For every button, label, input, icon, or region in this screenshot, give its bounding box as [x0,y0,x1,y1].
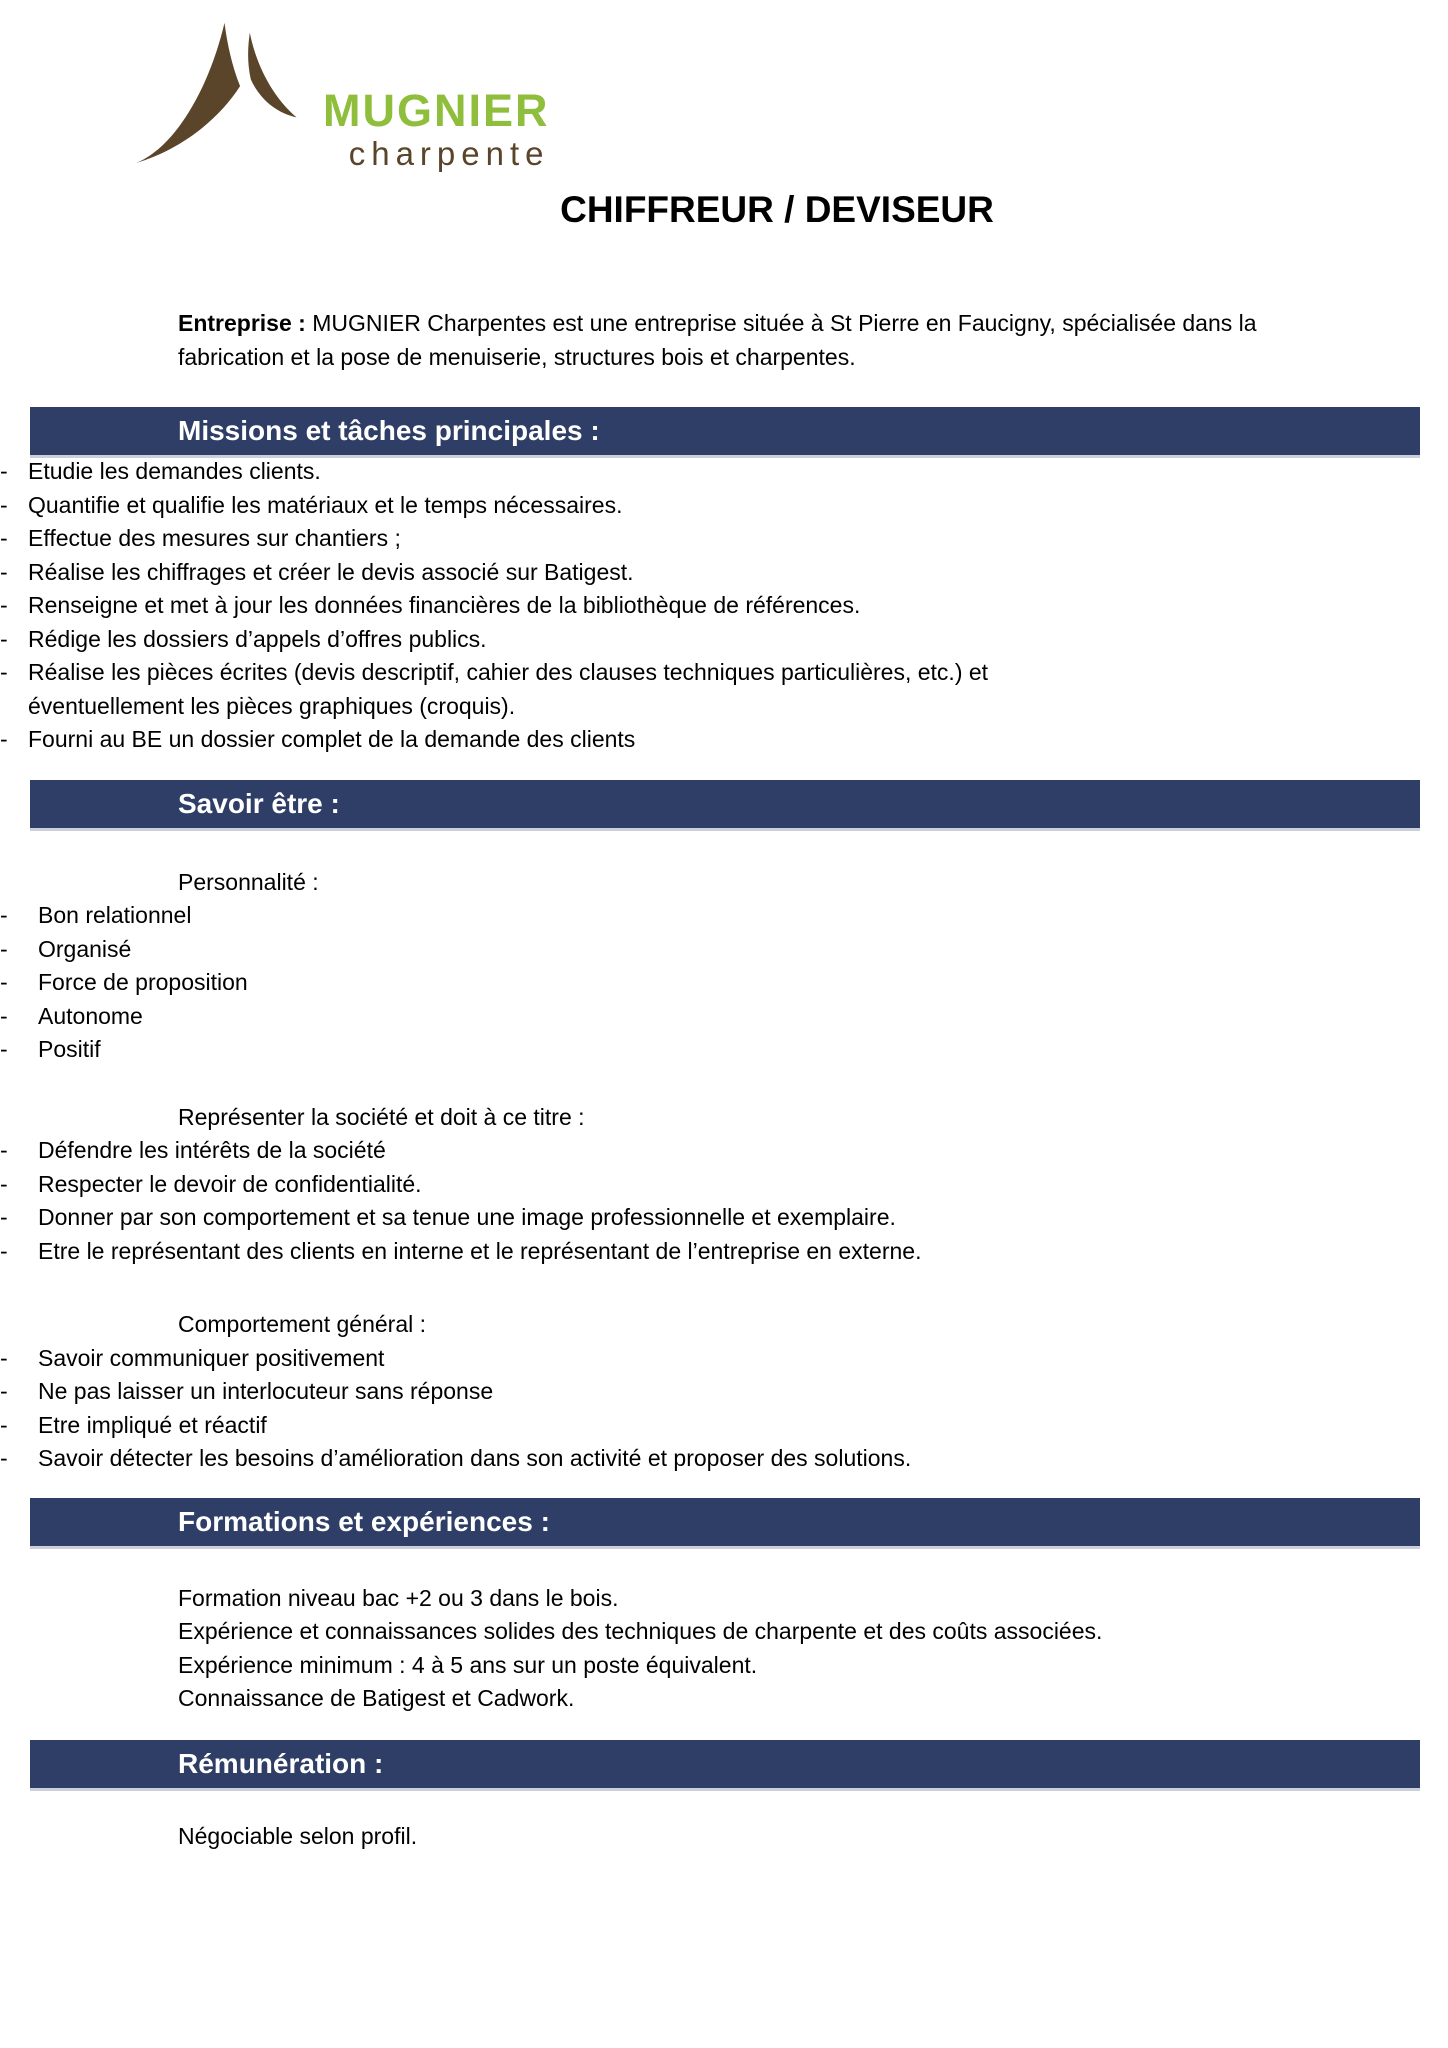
list-item: - Savoir communiquer positivement [0,1342,1085,1376]
list-item: - Réalise les pièces écrites (devis descriptif, cahier des clauses techniques particulières, etc.) et éventuellement les pièces graphiques (croquis). [0,656,1120,723]
dash-bullet: - [0,902,8,928]
list-item: - Effectue des mesures sur chantiers ; [0,522,1120,556]
dash-bullet: - [0,1002,8,1029]
list-item: - Respecter le devoir de confidentialité. [0,1168,1085,1202]
company-logo [132,22,1448,172]
list-item: - Etudie les demandes clients. [0,455,1120,489]
dash-bullet: - [0,458,8,484]
list-item: - Force de proposition [0,966,1085,1000]
list-item: - Quantifie et qualifie les matériaux et le temps nécessaires. [0,489,1120,523]
group-heading-comportement: Comportement général : [178,1311,427,1337]
group-heading-representer: Représenter la société et doit à ce titre : [178,1103,585,1130]
list-item: - Renseigne et met à jour les données financières de la bibliothèque de références. [0,589,1120,623]
remuneration-section-header: Rémunération : [30,1740,1420,1788]
paragraph-line: Connaissance de Batigest et Cadwork. [178,1685,575,1711]
formations-paragraph [178,1582,1358,1716]
list-item: - Fourni au BE un dossier complet de la demande des clients [0,723,1120,757]
dash-bullet: - [0,491,8,518]
list-item: - Savoir détecter les besoins d’amélioration dans son activité et proposer des solutions. [0,1442,1085,1476]
comportement-list [0,1342,1085,1476]
dash-bullet: - [0,558,8,585]
personnalite-list [0,899,1085,1067]
representer-list [0,1134,1085,1268]
dash-bullet: - [0,1411,8,1438]
paragraph-line: Expérience et connaissances solides des techniques de charpente et des coûts associées. [178,1618,1103,1644]
mountain-logo-icon [132,17,317,172]
dash-bullet: - [0,1344,8,1371]
intro-text: MUGNIER Charpentes est une entreprise située à St Pierre en Faucigny, spécialisée dans la fabrication et la pose de menuiserie, structures bois et charpentes. [178,310,1257,370]
paragraph-line: Expérience minimum : 4 à 5 ans sur un poste équivalent. [178,1651,758,1678]
group-heading-personnalite: Personnalité : [178,868,319,895]
list-item: - Défendre les intérêts de la société [0,1134,1085,1168]
formations-section-header: Formations et expériences : [30,1498,1420,1546]
logo-text [323,85,550,172]
missions-section-header: Missions et tâches principales : [30,407,1420,455]
list-item: - Rédige les dossiers d’appels d’offres publics. [0,623,1120,657]
dash-bullet: - [0,592,8,618]
list-item: - Réalise les chiffrages et créer le devis associé sur Batigest. [0,556,1120,590]
dash-bullet: - [0,1378,8,1404]
list-item: - Organisé [0,933,1085,967]
dash-bullet: - [0,935,8,962]
missions-list [0,455,1120,757]
dash-bullet: - [0,659,8,685]
dash-bullet: - [0,525,8,551]
list-item: - Bon relationnel [0,899,1085,933]
list-item: - Donner par son comportement et sa tenue une image professionnelle et exemplaire. [0,1201,1085,1235]
dash-bullet: - [0,1170,8,1197]
dash-bullet: - [0,1036,8,1062]
dash-bullet: - [0,1137,8,1163]
list-item: - Autonome [0,1000,1085,1034]
dash-bullet: - [0,726,8,752]
dash-bullet: - [0,1204,8,1230]
dash-bullet: - [0,969,8,995]
remuneration-paragraph [178,1820,1358,1854]
dash-bullet: - [0,1445,8,1471]
list-item: - Positif [0,1033,1085,1067]
list-item: - Etre le représentant des clients en interne et le représentant de l’entreprise en externe. [0,1235,1085,1269]
savoir-etre-section-header: Savoir être : [30,780,1420,828]
paragraph-line: Formation niveau bac +2 ou 3 dans le bois. [178,1584,619,1611]
dash-bullet: - [0,625,8,652]
intro-label: Entreprise : [178,310,306,336]
brand-subtitle: charpente [348,135,550,172]
dash-bullet: - [0,1237,8,1264]
list-item: - Etre impliqué et réactif [0,1409,1085,1443]
paragraph-line: Négociable selon profil. [178,1822,418,1849]
brand-name: MUGNIER [323,85,550,136]
page-title: CHIFFREUR / DEVISEUR [560,189,994,230]
intro-paragraph [178,306,1338,374]
list-item: - Ne pas laisser un interlocuteur sans réponse [0,1375,1085,1409]
